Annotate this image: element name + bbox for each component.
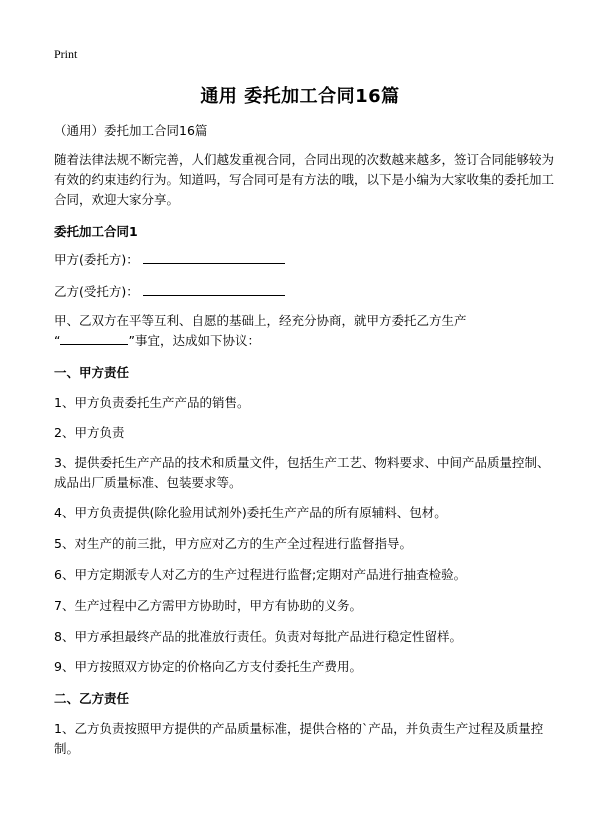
party-b-label: 乙方(受托方)：	[54, 284, 139, 299]
a-item-9: 9、甲方按照双方协定的价格向乙方支付委托生产费用。	[54, 659, 362, 674]
party-a-blank	[143, 249, 285, 264]
document-title: 通用 委托加工合同16篇	[200, 86, 400, 107]
party-b-blank	[143, 281, 285, 296]
agreement-open-quote: “	[54, 333, 61, 348]
heading-party-a-duties: 一、甲方责任	[54, 365, 130, 380]
agreement-blank	[60, 332, 128, 345]
party-b-line	[54, 281, 285, 302]
a-item-5: 5、对生产的前三批，甲方应对乙方的生产全过程进行监督指导。	[54, 536, 412, 551]
intro-paragraph: 随着法律法规不断完善，人们越发重视合同，合同出现的次数越来越多，签订合同能够较为有效的约束违约行为。知道吗，写合同可是有方法的哦，以下是小编为大家收集的委托加工合同，欢迎大家分享。	[54, 152, 555, 207]
a-item-2: 2、甲方负责	[54, 425, 125, 440]
b-item-1: 1、乙方负责按照甲方提供的产品质量标准，提供合格的`产品，并负责生产过程及质量控制。	[54, 721, 544, 756]
section-title: 委托加工合同1	[54, 224, 138, 239]
document-subtitle: （通用）委托加工合同16篇	[54, 123, 208, 138]
agreement-text-2: ”事宜，达成如下协议：	[128, 333, 260, 348]
print-link[interactable]: Print	[54, 47, 78, 61]
a-item-1: 1、甲方负责委托生产产品的销售。	[54, 395, 250, 410]
a-item-6: 6、甲方定期派专人对乙方的生产过程进行监督;定期对产品进行抽查检验。	[54, 567, 467, 582]
agreement-paragraph	[54, 311, 554, 351]
agreement-text-1: 甲、乙双方在平等互利、自愿的基础上，经充分协商，就甲方委托乙方生产	[54, 313, 467, 328]
a-item-3: 3、提供委托生产产品的技术和质量文件，包括生产工艺、物料要求、中间产品质量控制、成品出厂质量标准、包装要求等。	[54, 455, 550, 490]
heading-party-b-duties: 二、乙方责任	[54, 691, 130, 706]
a-item-4: 4、甲方负责提供(除化验用试剂外)委托生产产品的所有原辅料、包材。	[54, 505, 447, 520]
party-a-line	[54, 249, 285, 270]
party-a-label: 甲方(委托方)：	[54, 252, 139, 267]
a-item-7: 7、生产过程中乙方需甲方协助时，甲方有协助的义务。	[54, 598, 362, 613]
a-item-8: 8、甲方承担最终产品的批准放行责任。负责对每批产品进行稳定性留样。	[54, 629, 462, 644]
